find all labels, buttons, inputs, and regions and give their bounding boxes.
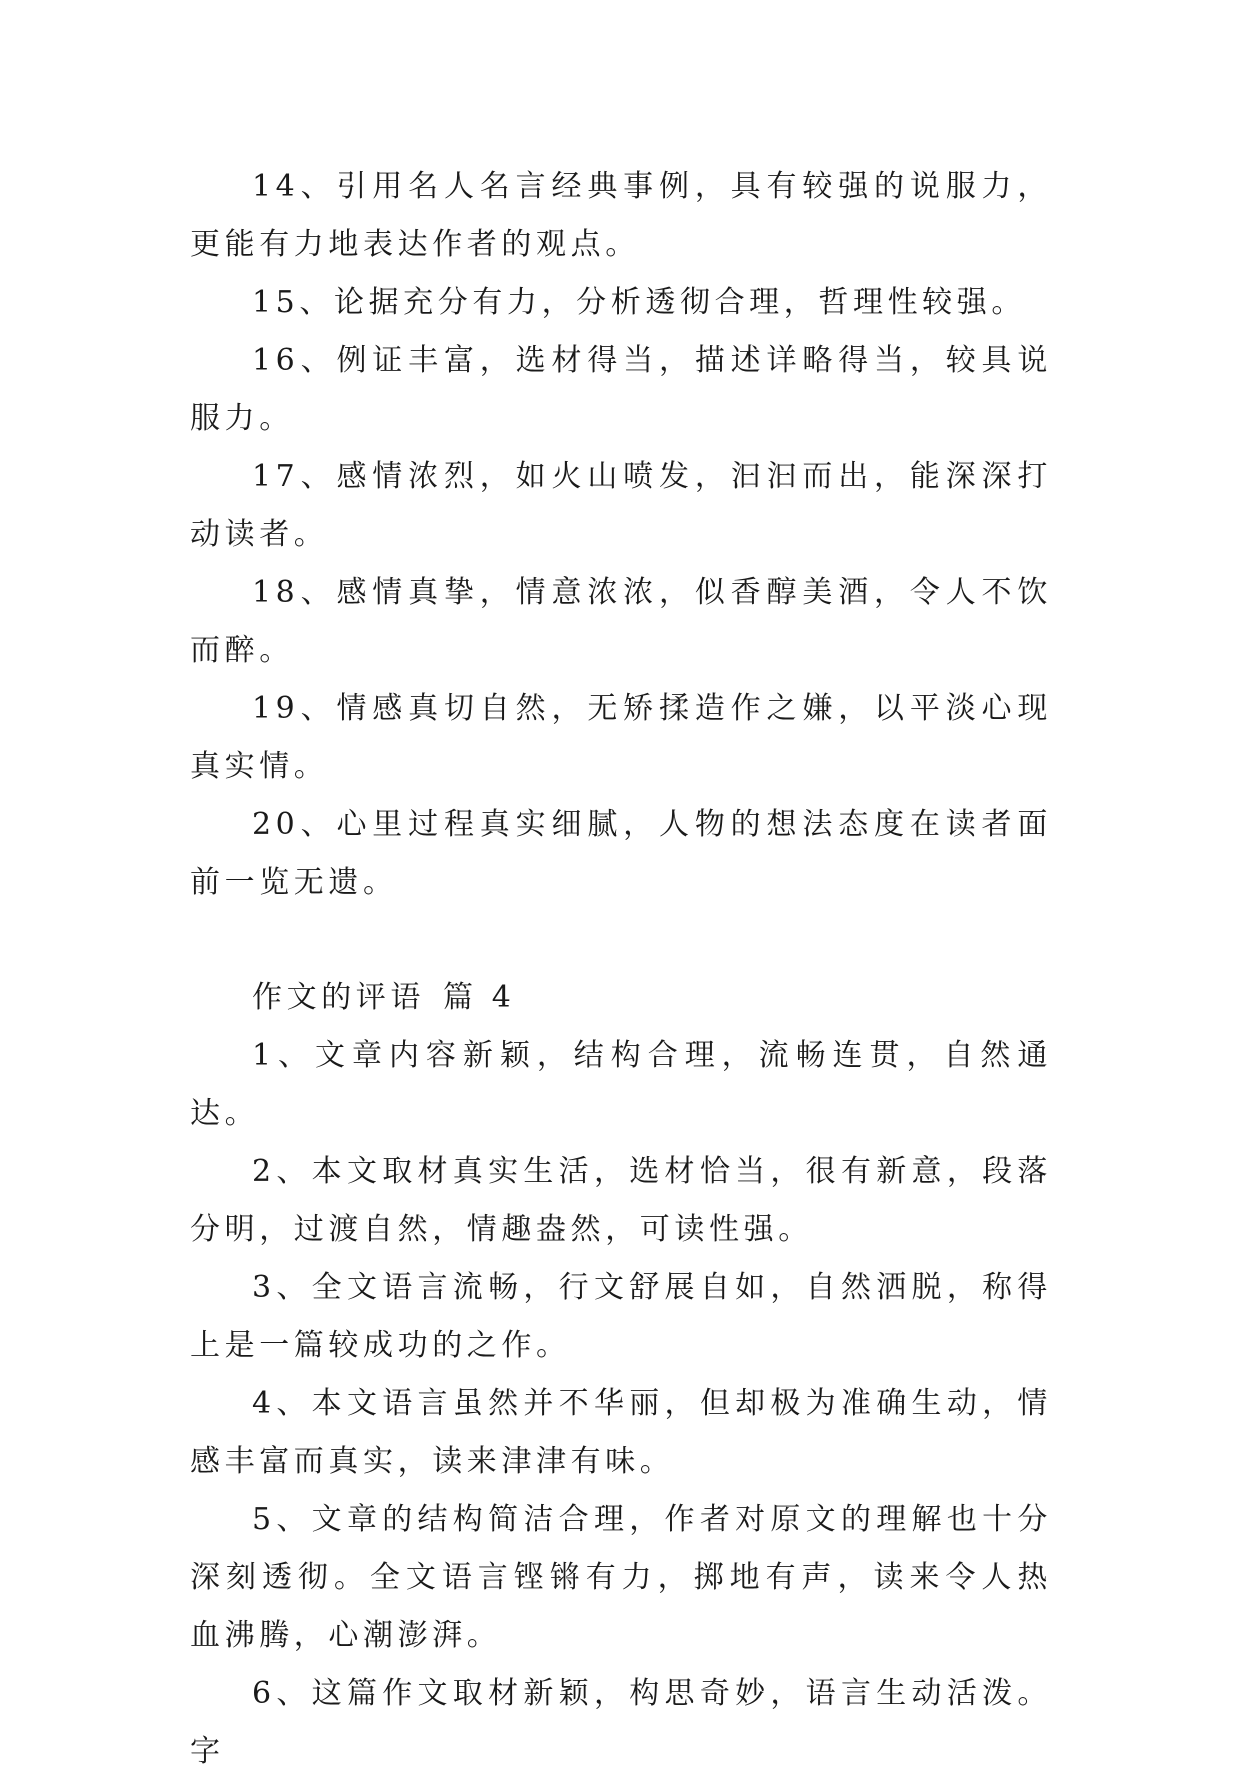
comment-17: 17、感情浓烈，如火山喷发，汩汩而出，能深深打动读者。 bbox=[190, 459, 1052, 552]
comment-18: 18、感情真挚，情意浓浓，似香醇美酒，令人不饮而醉。 bbox=[190, 575, 1052, 668]
comment-14: 14、引用名人名言经典事例，具有较强的说服力，更能有力地表达作者的观点。 bbox=[190, 169, 1052, 262]
section-heading bbox=[190, 969, 1052, 1027]
comment-15: 15、论据充分有力，分析透彻合理，哲理性较强。 bbox=[252, 285, 1026, 320]
document-page bbox=[190, 158, 1052, 1781]
comment-5: 5、文章的结构简洁合理，作者对原文的理解也十分深刻透彻。全文语言铿锵有力，掷地有声，读来令人热血沸腾，心潮澎湃。 bbox=[190, 1502, 1052, 1653]
comment-3: 3、全文语言流畅，行文舒展自如，自然洒脱，称得上是一篇较成功的之作。 bbox=[190, 1270, 1052, 1363]
comment-6: 6、这篇作文取材新颖，构思奇妙，语言生动活泼。字 bbox=[190, 1676, 1052, 1769]
comment-20: 20、心里过程真实细腻，人物的想法态度在读者面前一览无遗。 bbox=[190, 807, 1052, 900]
comment-4: 4、本文语言虽然并不华丽，但却极为准确生动，情感丰富而真实，读来津津有味。 bbox=[190, 1386, 1052, 1479]
section-title: 作文的评语 bbox=[252, 980, 425, 1015]
comment-16: 16、例证丰富，选材得当，描述详略得当，较具说服力。 bbox=[190, 343, 1052, 436]
section-part: 篇 4 bbox=[443, 980, 516, 1015]
comment-2: 2、本文取材真实生活，选材恰当，很有新意，段落分明，过渡自然，情趣盎然，可读性强。 bbox=[190, 1154, 1052, 1247]
comment-19: 19、情感真切自然，无矫揉造作之嫌，以平淡心现真实情。 bbox=[190, 691, 1052, 784]
comment-1: 1、文章内容新颖，结构合理，流畅连贯，自然通达。 bbox=[190, 1038, 1052, 1131]
